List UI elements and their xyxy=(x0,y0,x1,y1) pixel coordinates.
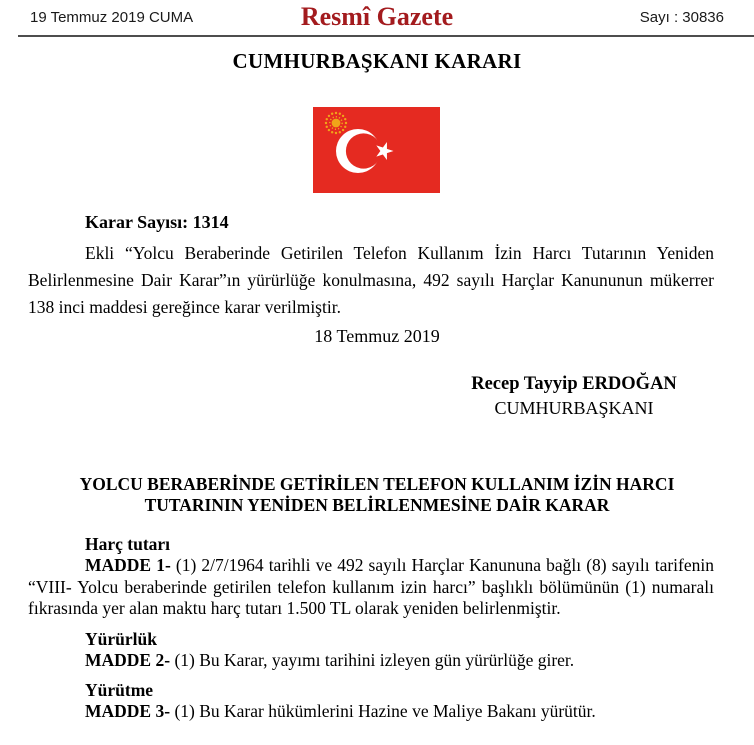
turkish-presidential-flag-icon xyxy=(313,107,440,193)
article-1-label: MADDE 1- xyxy=(85,555,171,575)
article-3 xyxy=(28,680,714,723)
article-3-label: MADDE 3- xyxy=(85,701,171,721)
article-3-body xyxy=(28,701,714,723)
masthead-divider xyxy=(18,35,754,37)
article-1-heading: Harç tutarı xyxy=(85,534,171,554)
decision-number: Karar Sayısı: 1314 xyxy=(85,212,229,232)
signatory-name: Recep Tayyip ERDOĞAN xyxy=(471,374,677,394)
gazette-date: 19 Temmuz 2019 CUMA xyxy=(30,9,194,26)
article-2-heading: Yürürlük xyxy=(85,628,157,649)
gazette-title: Resmî Gazete xyxy=(300,2,454,31)
article-2-text: (1) Bu Karar, yayımı tarihini izleyen gün yürürlüğe girer. xyxy=(170,649,575,670)
decree-heading: CUMHURBAŞKANI KARARI xyxy=(232,49,522,73)
article-1-text: (1) 2/7/1964 tarihli ve 492 sayılı Harçlar Kanununa bağlı (8) sayılı tarifenin “VIII- Yolcu beraberinde getirilen telefon kullanım izin harcı” başlıklı bölümünün (1) numaralı fıkrasında yer alan maktu harç tutarı 1.500 TL olarak yeniden belirlenmiştir. xyxy=(28,555,714,618)
articles-section xyxy=(28,534,714,732)
article-1-body xyxy=(28,555,714,620)
decision-date: 18 Temmuz 2019 xyxy=(314,326,440,346)
intro-paragraph: Ekli “Yolcu Beraberinde Getirilen Telefon Kullanım İzin Harcı Tutarının Yeniden Belirlenmesine Dair Karar”ın yürürlüğe konulmasına, 492 sayılı Harçlar Kanununun mükerrer 138 inci maddesi gereğince karar verilmiştir. xyxy=(28,243,714,317)
article-2 xyxy=(28,629,714,672)
article-1 xyxy=(28,534,714,620)
signatory-title: CUMHURBAŞKANI xyxy=(494,398,654,418)
decree-title: YOLCU BERABERİNDE GETİRİLEN TELEFON KULLANIM İZİN HARCI TUTARININ YENİDEN BELİRLENMESİNE DAİR KARAR xyxy=(79,474,675,515)
signature-block xyxy=(471,372,677,420)
gazette-issue-number: Sayı : 30836 xyxy=(639,9,724,26)
article-3-text: (1) Bu Karar hükümlerini Hazine ve Maliye Bakanı yürütür. xyxy=(170,701,596,721)
article-3-heading: Yürütme xyxy=(85,680,154,700)
article-2-label: MADDE 2- xyxy=(85,649,171,670)
article-2-body xyxy=(28,650,714,672)
